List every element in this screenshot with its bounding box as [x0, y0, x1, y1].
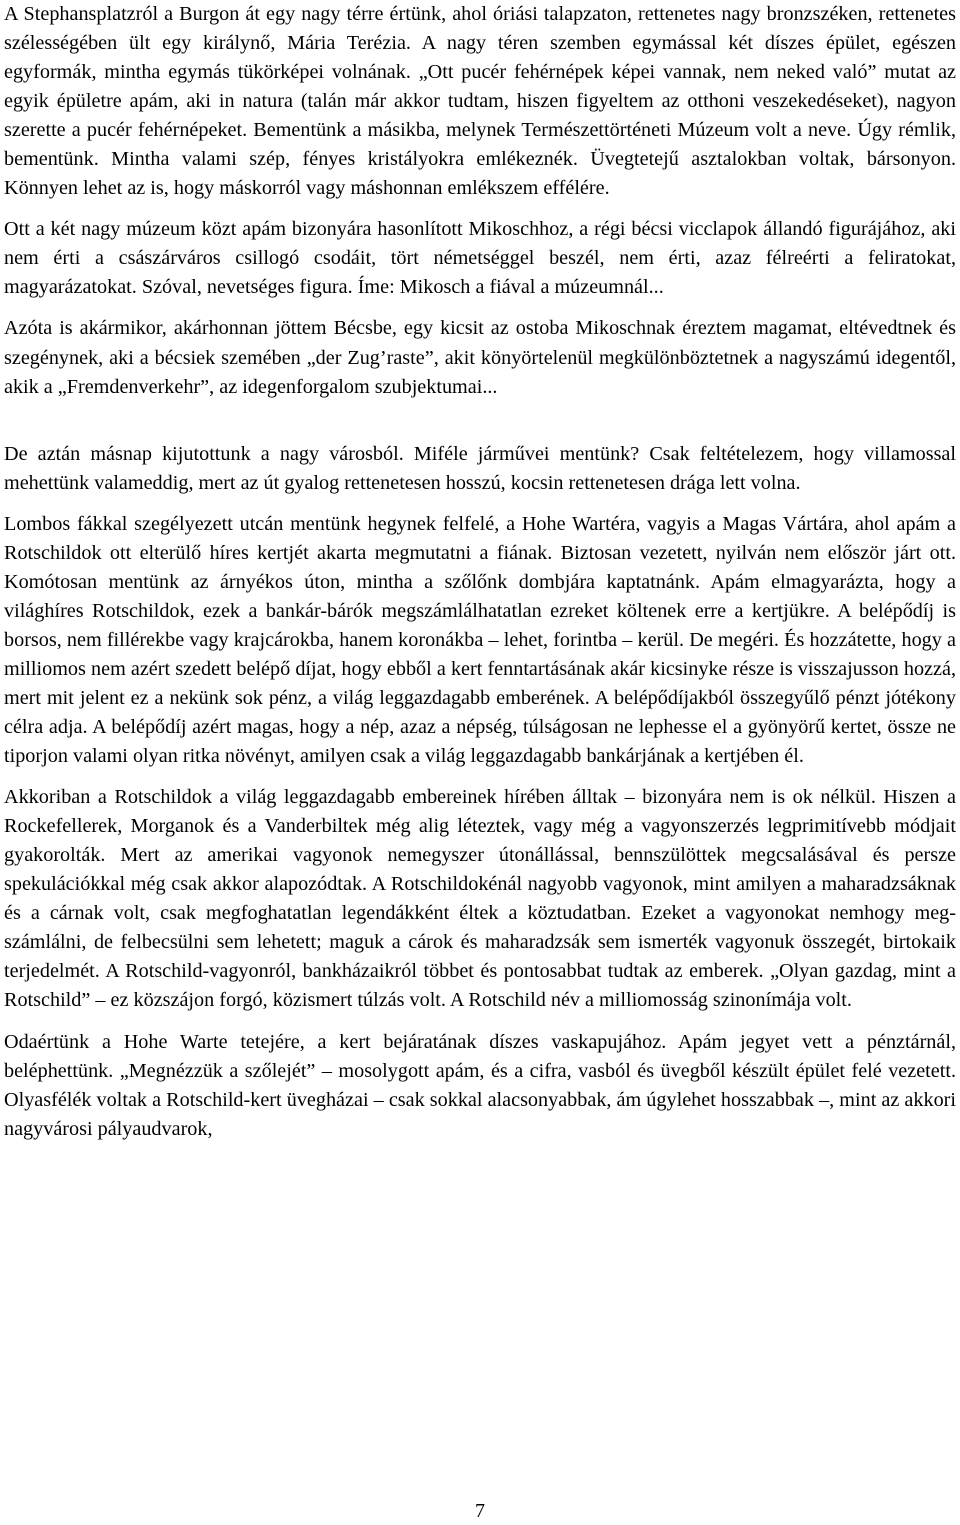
body-text: [4, 0, 956, 1156]
paragraph-4: De aztán másnap kijutottunk a nagy városból. Miféle járművei mentünk? Csak feltételezem, hogy villamossal mehettünk valameddig, mert az út gyalog rettenetesen hosszú, kocsin rettenetesen drága lett volna.: [4, 442, 956, 494]
paragraph-1: A Stephansplatzról a Burgon át egy nagy térre értünk, ahol óriási talapzaton, rettenetes nagy bronzszéken, rettenetes szélességében ült egy királynő, Mária Terézia. A nagy téren szemben egymással két díszes épület, egészen egyformák, mintha egymás tükörképei volnának. „Ott pucér fehérnépek képei vannak, nem neked való” mutat az egyik épületre apám, aki in natura (talán már akkor tudtam, hiszen figyeltem az otthoni veszekedéseket), nagyon szerette a pucér fehérnépeket. Bementünk a másikba, melynek Természettörténeti Múzeum volt a neve. Úgy rémlik, bementünk. Mintha valami szép, fényes kristályokra emlékeznék. Üvegtetejű asztalokban voltak, bársonyon. Könnyen lehet az is, hogy máskorról vagy máshonnan emlékszem effélére.: [4, 3, 956, 200]
page-number: 7: [475, 1500, 485, 1522]
paragraph-3: Azóta is akármikor, akárhonnan jöttem Bécsbe, egy kicsit az ostoba Mikoschnak éreztem magamat, eltévedtnek és szegénynek, aki a bécsiek szemében „der Zug’raste”, akit könyörtelenül megkülönböztetnek a nagyszámú idegentől, akik a „Fremdenverkehr”, az idegenforgalom szubjektumai...: [4, 317, 956, 398]
paragraph-6: Akkoriban a Rotschildok a világ leggazdagabb embereinek hírében álltak – bizonyára nem is ok nélkül. Hiszen a Rockefellerek, Morganok és a Vanderbiltek még alig léteztek, vagy még a vagyonszerzés legprimitívebb módjait gyakorolták. Mert az amerikai vagyonok nemegyszer útonállással, bennszülöttek megcsalásával és persze spekulációkkal még csak akkor alapozódtak. A Rotschildokénál nagyobb vagyonok, mint amilyen a maharadzsáknak és a cárnak volt, csak megfoghatatlan legendákként éltek a köztudatban. Ezeket a vagyonokat nemhogy megszámlálni, de felbecsülni sem lehetett; maguk a cárok és maharadzsák sem ismerték vagyonuk összegét, birtokaik terjedelmét. A Rotschild-vagyonról, bankházaikról többet és pontosabbat tudtak az emberek. „Olyan gazdag, mint a Rotschild” – ez közszájon forgó, közismert túlzás volt. A Rotschild név a milliomosság szinonímája volt.: [4, 786, 956, 1012]
paragraph-5: Lombos fákkal szegélyezett utcán mentünk hegynek felfelé, a Hohe Wartéra, vagyis a Magas Vártára, ahol apám a Rotschildok ott elterülő híres kertjét akarta megmutatni a fiának. Biztosan vezetett, nyilván nem először járt ott. Komótosan mentünk az árnyékos úton, mintha a szőlőnk dombjára kaptatnánk. Apám elmagyarázta, hogy a világhíres Rotschildok, ezek a bankár-bárók megszámlálhatatlan ezreket költenek erre a kertjükre. A belépődíj is borsos, nem fillérekbe vagy krajcárokba, hanem koronákba – lehet, forintba – kerül. De megéri. És hozzátette, hogy a milliomos nem azért szedett belépő díjat, hogy ebből a kert fenntartásának akár kicsinyke része is visszajusson hozzá, mert mit jelent ez a nekünk sok pénz, a világ leggazdagabb emberének. A belépődíjakból összegyűlő pénzt jótékony célra adja. A belépődíj azért magas, hogy a nép, azaz a népség, túlságosan ne lephesse el a gyönyörű kertet, össze ne tiporjon valami olyan ritka növényt, amilyen csak a világ leggazdagabb bankárjának a kertjében él.: [4, 512, 956, 768]
paragraph-7: Odaértünk a Hohe Warte tetejére, a kert bejáratának díszes vaskapujához. Apám jegyet vett a pénztárnál, beléphettünk. „Megnézzük a szőlejét” – mosolygott apám, és a cifra, vasból és üvegből készült épület felé vezetett. Olyasfélék voltak a Rotschild-kert üvegházai – csak sokkal alacsonyabbak, ám úgylehet hosszabbak –, mint az akkori nagyvárosi pályaudvarok,: [4, 1030, 956, 1140]
paragraph-2: Ott a két nagy múzeum közt apám bizonyára hasonlított Mikoschhoz, a régi bécsi vicclapok állandó figurájához, aki nem érti a császárváros csillogó csodáit, tört németséggel beszél, nem érti, azaz félreérti a feliratokat, magyarázatokat. Szóval, nevetséges figura. Íme: Mikosch a fiával a múzeumnál...: [4, 218, 956, 299]
